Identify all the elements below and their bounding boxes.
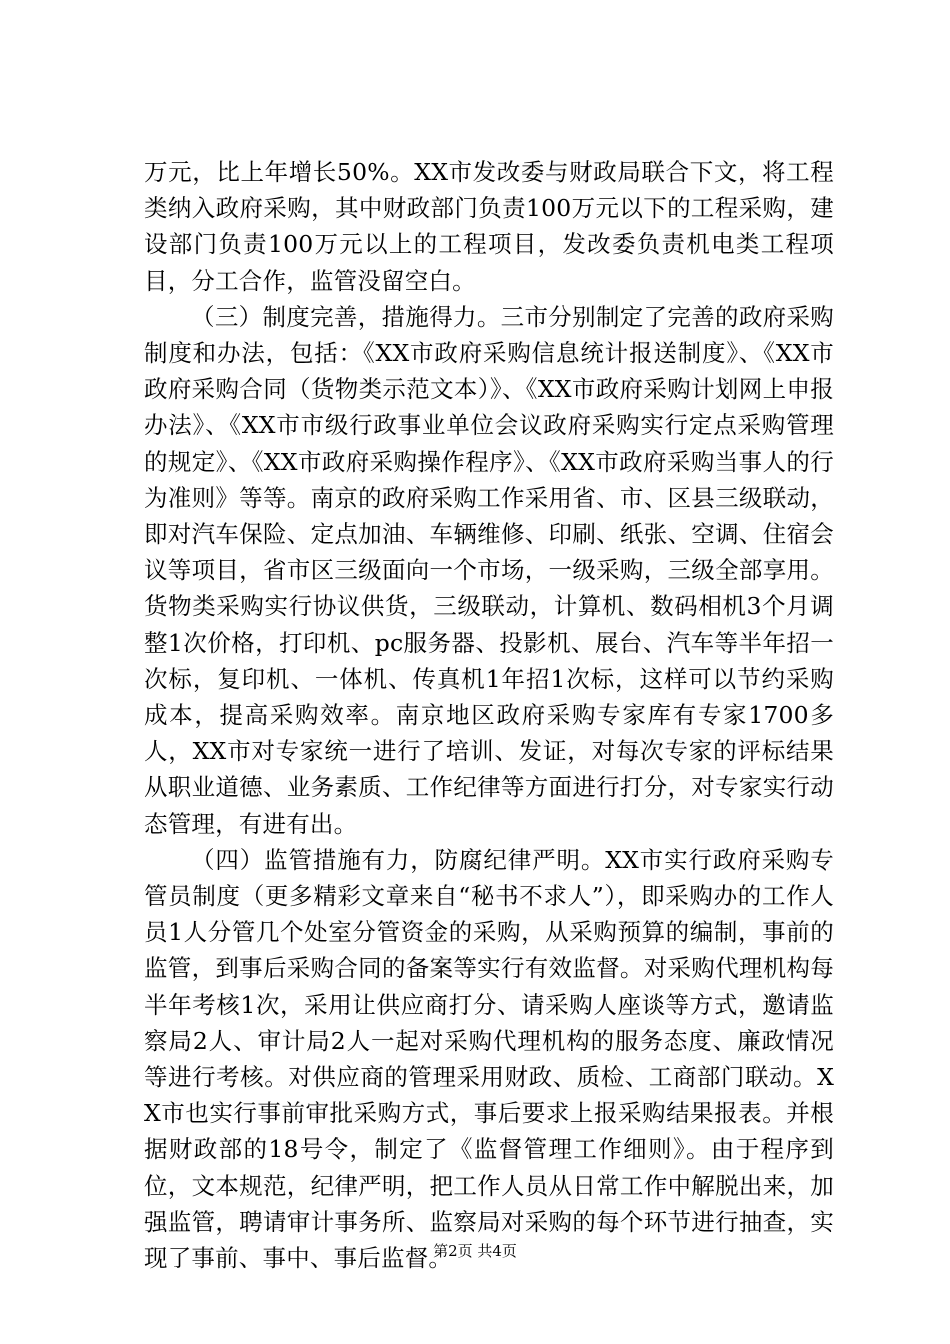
page-footer xyxy=(0,1241,950,1261)
paragraph-continuation: 万元，比上年增长50%。XX市发改委与财政局联合下文，将工程类纳入政府采购，其中财政部门负责100万元以下的工程采购，建设部门负责100万元以上的工程项目，发改委负责机电类工程项目，分工合作，监管没留空白。 xyxy=(144,158,834,295)
paragraph-section-four: （四）监管措施有力，防腐纪律严明。XX市实行政府采购专管员制度（更多精彩文章来自“秘书不求人”），即采购办的工作人员1人分管几个处室分管资金的采购，从采购预算的编制，事前的监管，到事后采购合同的备案等实行有效监督。对采购代理机构每半年考核1次，采用让供应商打分、请采购人座谈等方式，邀请监察局2人、审计局2人一起对采购代理机构的服务态度、廉政情况等进行考核。对供应商的管理采用财政、质检、工商部门联动。XX市也实行事前审批采购方式，事后要求上报采购结果报表。并根据财政部的18号令，制定了《监督管理工作细则》。由于程序到位，文本规范，纪律严明，把工作人员从日常工作中解脱出来，加强监管，聘请审计事务所、监察局对采购的每个环节进行抽查，实现了事前、事中、事后监督。 xyxy=(144,845,834,1273)
paragraph-section-three: （三）制度完善，措施得力。三市分别制定了完善的政府采购制度和办法，包括：《XX市政府采购信息统计报送制度》、《XX市政府采购合同（货物类示范文本）》、《XX市政府采购计划网上申报办法》、《XX市市级行政事业单位会议政府采购实行定点采购管理的规定》、《XX市政府采购操作程序》、《XX市政府采购当事人的行为准则》等等。南京的政府采购工作采用省、市、区县三级联动，即对汽车保险、定点加油、车辆维修、印刷、纸张、空调、住宿会议等项目，省市区三级面向一个市场，一级采购，三级全部享用。货物类采购实行协议供货，三级联动，计算机、数码相机3个月调整1次价格，打印机、pc服务器、投影机、展台、汽车等半年招一次标，复印机、一体机、传真机1年招1次标，这样可以节约采购成本，提高采购效率。南京地区政府采购专家库有专家1700多人，XX市对专家统一进行了培训、发证，对每次专家的评标结果从职业道德、业务素质、工作纪律等方面进行打分，对专家实行动态管理，有进有出。 xyxy=(144,302,834,838)
document-body xyxy=(144,154,834,1276)
page-number-label: 第2页 共4页 xyxy=(433,1242,517,1260)
